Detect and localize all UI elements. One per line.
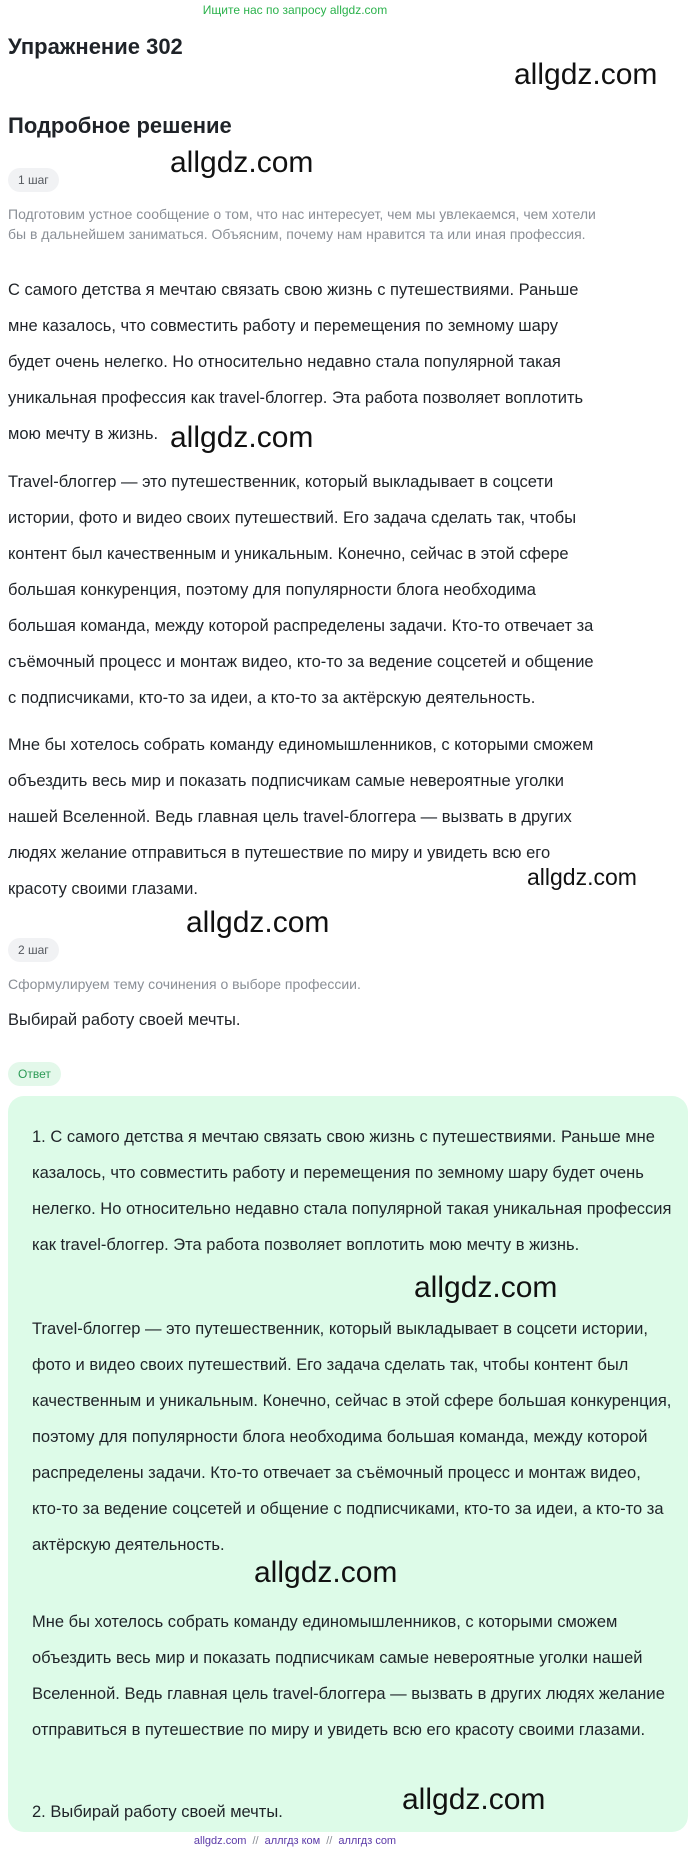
page-title: Упражнение 302	[8, 34, 183, 59]
answer-paragraph: 1. С самого детства я мечтаю связать свою жизнь с путешествиями. Раньше мне казалось, что совместить работу и перемещения по земному шару будет очень нелегко. Но относительно недавно стала популярной такая уникальная профессия как travel-блоггер. Эта работа позволяет воплотить мою мечту в жизнь.	[32, 1128, 672, 1254]
watermark: allgdz.com	[170, 146, 314, 179]
answer-paragraph: Мне бы хотелось собрать команду единомышленников, с которыми сможем объездить весь мир и показать подписчикам самые невероятные уголки нашей Вселенной. Ведь главная цель travel-блоггера — вызвать в других людях желание отправиться в путешествие по миру и увидеть всю его красоту своими глазами.	[32, 1613, 665, 1739]
footer-link[interactable]: allgdz.com	[193, 1835, 247, 1847]
watermark: allgdz.com	[170, 421, 314, 454]
watermark: allgdz.com	[527, 864, 637, 890]
step-paragraph: С самого детства я мечтаю связать свою жизнь с путешествиями. Раньше мне казалось, что совместить работу и перемещения по земному шару будет очень нелегко. Но относительно недавно стала популярной такая уникальная профессия как travel-блоггер. Эта работа позволяет воплотить мою мечту в жизнь.	[8, 281, 584, 443]
footer-separator: //	[252, 1835, 259, 1847]
answer-paragraph: 2. Выбирай работу своей мечты.	[32, 1803, 283, 1821]
search-hint-banner: Ищите нас по запросу allgdz.com	[202, 3, 388, 17]
step-paragraph: Travel-блоггер — это путешественник, который выкладывает в соцсети истории, фото и видео своих путешествий. Его задача сделать так, чтобы контент был качественным и уникальным. Конечно, сейчас в этой сфере большая конкуренция, поэтому для популярности блога необходима большая команда, между которой распределены задачи. Кто-то отвечает за съёмочный процесс и монтаж видео, кто-то за ведение соцсетей и общение с подписчиками, кто-то за идеи, а кто-то за актёрскую деятельность.	[8, 473, 594, 707]
step-paragraph: Выбирай работу своей мечты.	[8, 1011, 241, 1029]
answer-badge: Ответ	[8, 1062, 61, 1086]
footer-link[interactable]: аллгдз ком	[264, 1835, 321, 1847]
watermark: allgdz.com	[186, 906, 330, 939]
footer-separator: //	[326, 1835, 333, 1847]
step-paragraph: Мне бы хотелось собрать команду единомышленников, с которыми сможем объездить весь мир и показать подписчикам самые невероятные уголки нашей Вселенной. Ведь главная цель travel-блоггера — вызвать в других людях желание отправиться в путешествие по миру и увидеть всю его красоту своими глазами.	[8, 736, 594, 898]
step-hint: Подготовим устное сообщение о том, что нас интересует, чем мы увлекаемся, чем хотели бы в дальнейшем заниматься. Объясним, почему нам нравится та или иная профессия.	[8, 206, 596, 242]
watermark: allgdz.com	[402, 1783, 546, 1816]
step-badge: 2 шаг	[8, 938, 59, 962]
watermark: allgdz.com	[414, 1271, 558, 1304]
section-title: Подробное решение	[8, 113, 232, 138]
watermark: allgdz.com	[254, 1556, 398, 1589]
step-hint: Сформулируем тему сочинения о выборе профессии.	[8, 976, 361, 992]
footer-link[interactable]: аллгдз com	[338, 1835, 397, 1847]
answer-paragraph: Travel-блоггер — это путешественник, который выкладывает в соцсети истории, фото и видео своих путешествий. Его задача сделать так, чтобы контент был качественным и уникальным. Конечно, сейчас в этой сфере большая конкуренция, поэтому для популярности блога необходима большая команда, между которой распределены задачи. Кто-то отвечает за съёмочный процесс и монтаж видео, кто-то за ведение соцсетей и общение с подписчиками, кто-то за идеи, а кто-то за актёрскую деятельность.	[32, 1320, 672, 1554]
footer-links	[0, 1835, 590, 1847]
watermark: allgdz.com	[514, 58, 658, 91]
step-badge: 1 шаг	[8, 168, 59, 192]
